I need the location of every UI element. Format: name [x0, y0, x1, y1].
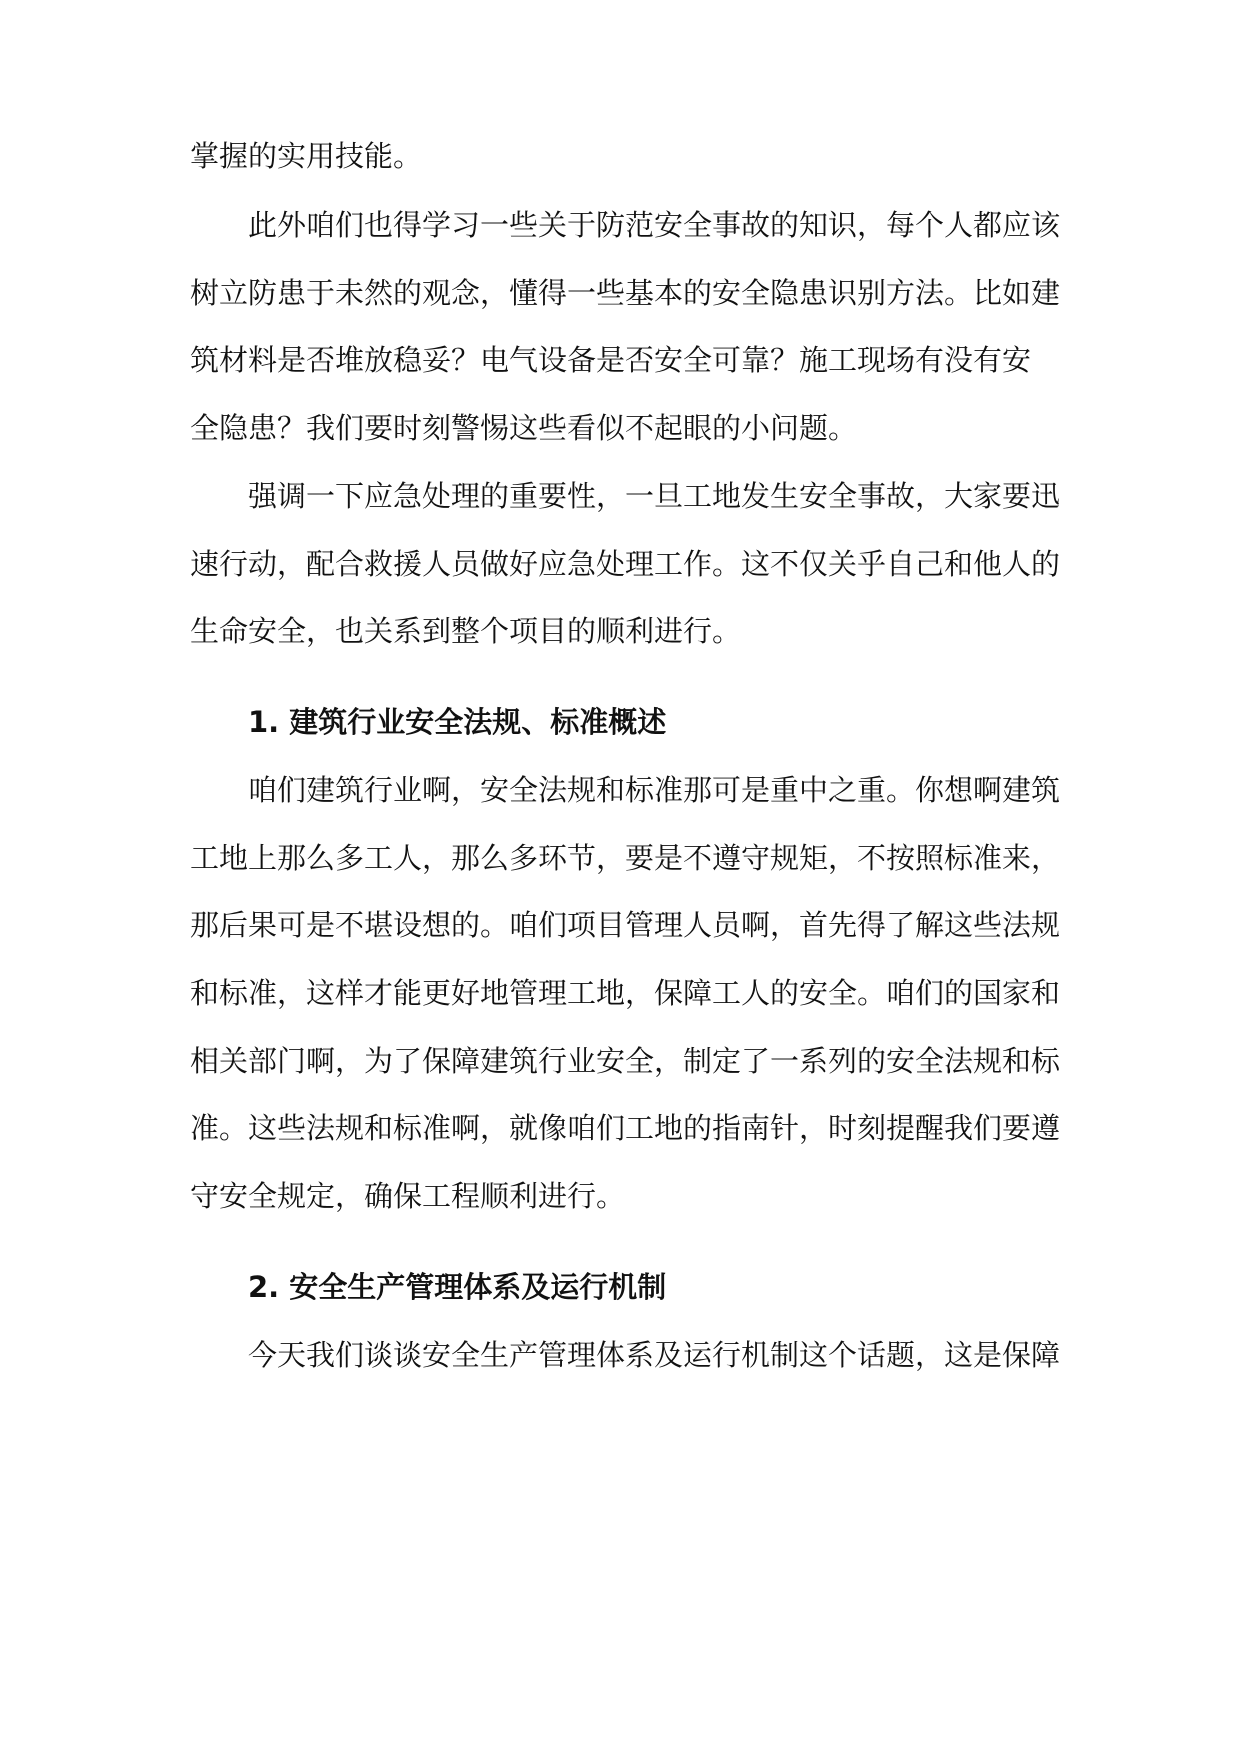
paragraph-line: 强调一下应急处理的重要性，一旦工地发生安全事故，大家要迅	[248, 479, 1061, 513]
paragraph-line: 今天我们谈谈安全生产管理体系及运行机制这个话题，这是保障	[248, 1338, 1061, 1372]
paragraph-line: 掌握的实用技能。	[190, 139, 423, 173]
paragraph-line: 全隐患？我们要时刻警惕这些看似不起眼的小问题。	[190, 411, 858, 445]
paragraph-line: 那后果可是不堪设想的。咱们项目管理人员啊，首先得了解这些法规	[190, 908, 1061, 942]
section-heading: 2. 安全生产管理体系及运行机制	[248, 1270, 667, 1304]
paragraph-line: 速行动，配合救援人员做好应急处理工作。这不仅关乎自己和他人的	[190, 547, 1061, 581]
paragraph-line: 守安全规定，确保工程顺利进行。	[190, 1179, 626, 1213]
paragraph-line: 工地上那么多工人，那么多环节，要是不遵守规矩，不按照标准来，	[190, 841, 1061, 875]
paragraph-line: 相关部门啊，为了保障建筑行业安全，制定了一系列的安全法规和标	[190, 1044, 1061, 1078]
paragraph-line: 咱们建筑行业啊，安全法规和标准那可是重中之重。你想啊建筑	[248, 773, 1061, 807]
paragraph-line: 树立防患于未然的观念，懂得一些基本的安全隐患识别方法。比如建	[190, 276, 1061, 310]
paragraph-line: 准。这些法规和标准啊，就像咱们工地的指南针，时刻提醒我们要遵	[190, 1111, 1061, 1145]
paragraph-line: 和标准，这样才能更好地管理工地，保障工人的安全。咱们的国家和	[190, 976, 1061, 1010]
paragraph-line: 生命安全，也关系到整个项目的顺利进行。	[190, 614, 742, 648]
section-heading: 1. 建筑行业安全法规、标准概述	[248, 705, 667, 739]
paragraph-line: 筑材料是否堆放稳妥？电气设备是否安全可靠？施工现场有没有安	[190, 343, 1032, 377]
paragraph-line: 此外咱们也得学习一些关于防范安全事故的知识，每个人都应该	[248, 208, 1061, 242]
